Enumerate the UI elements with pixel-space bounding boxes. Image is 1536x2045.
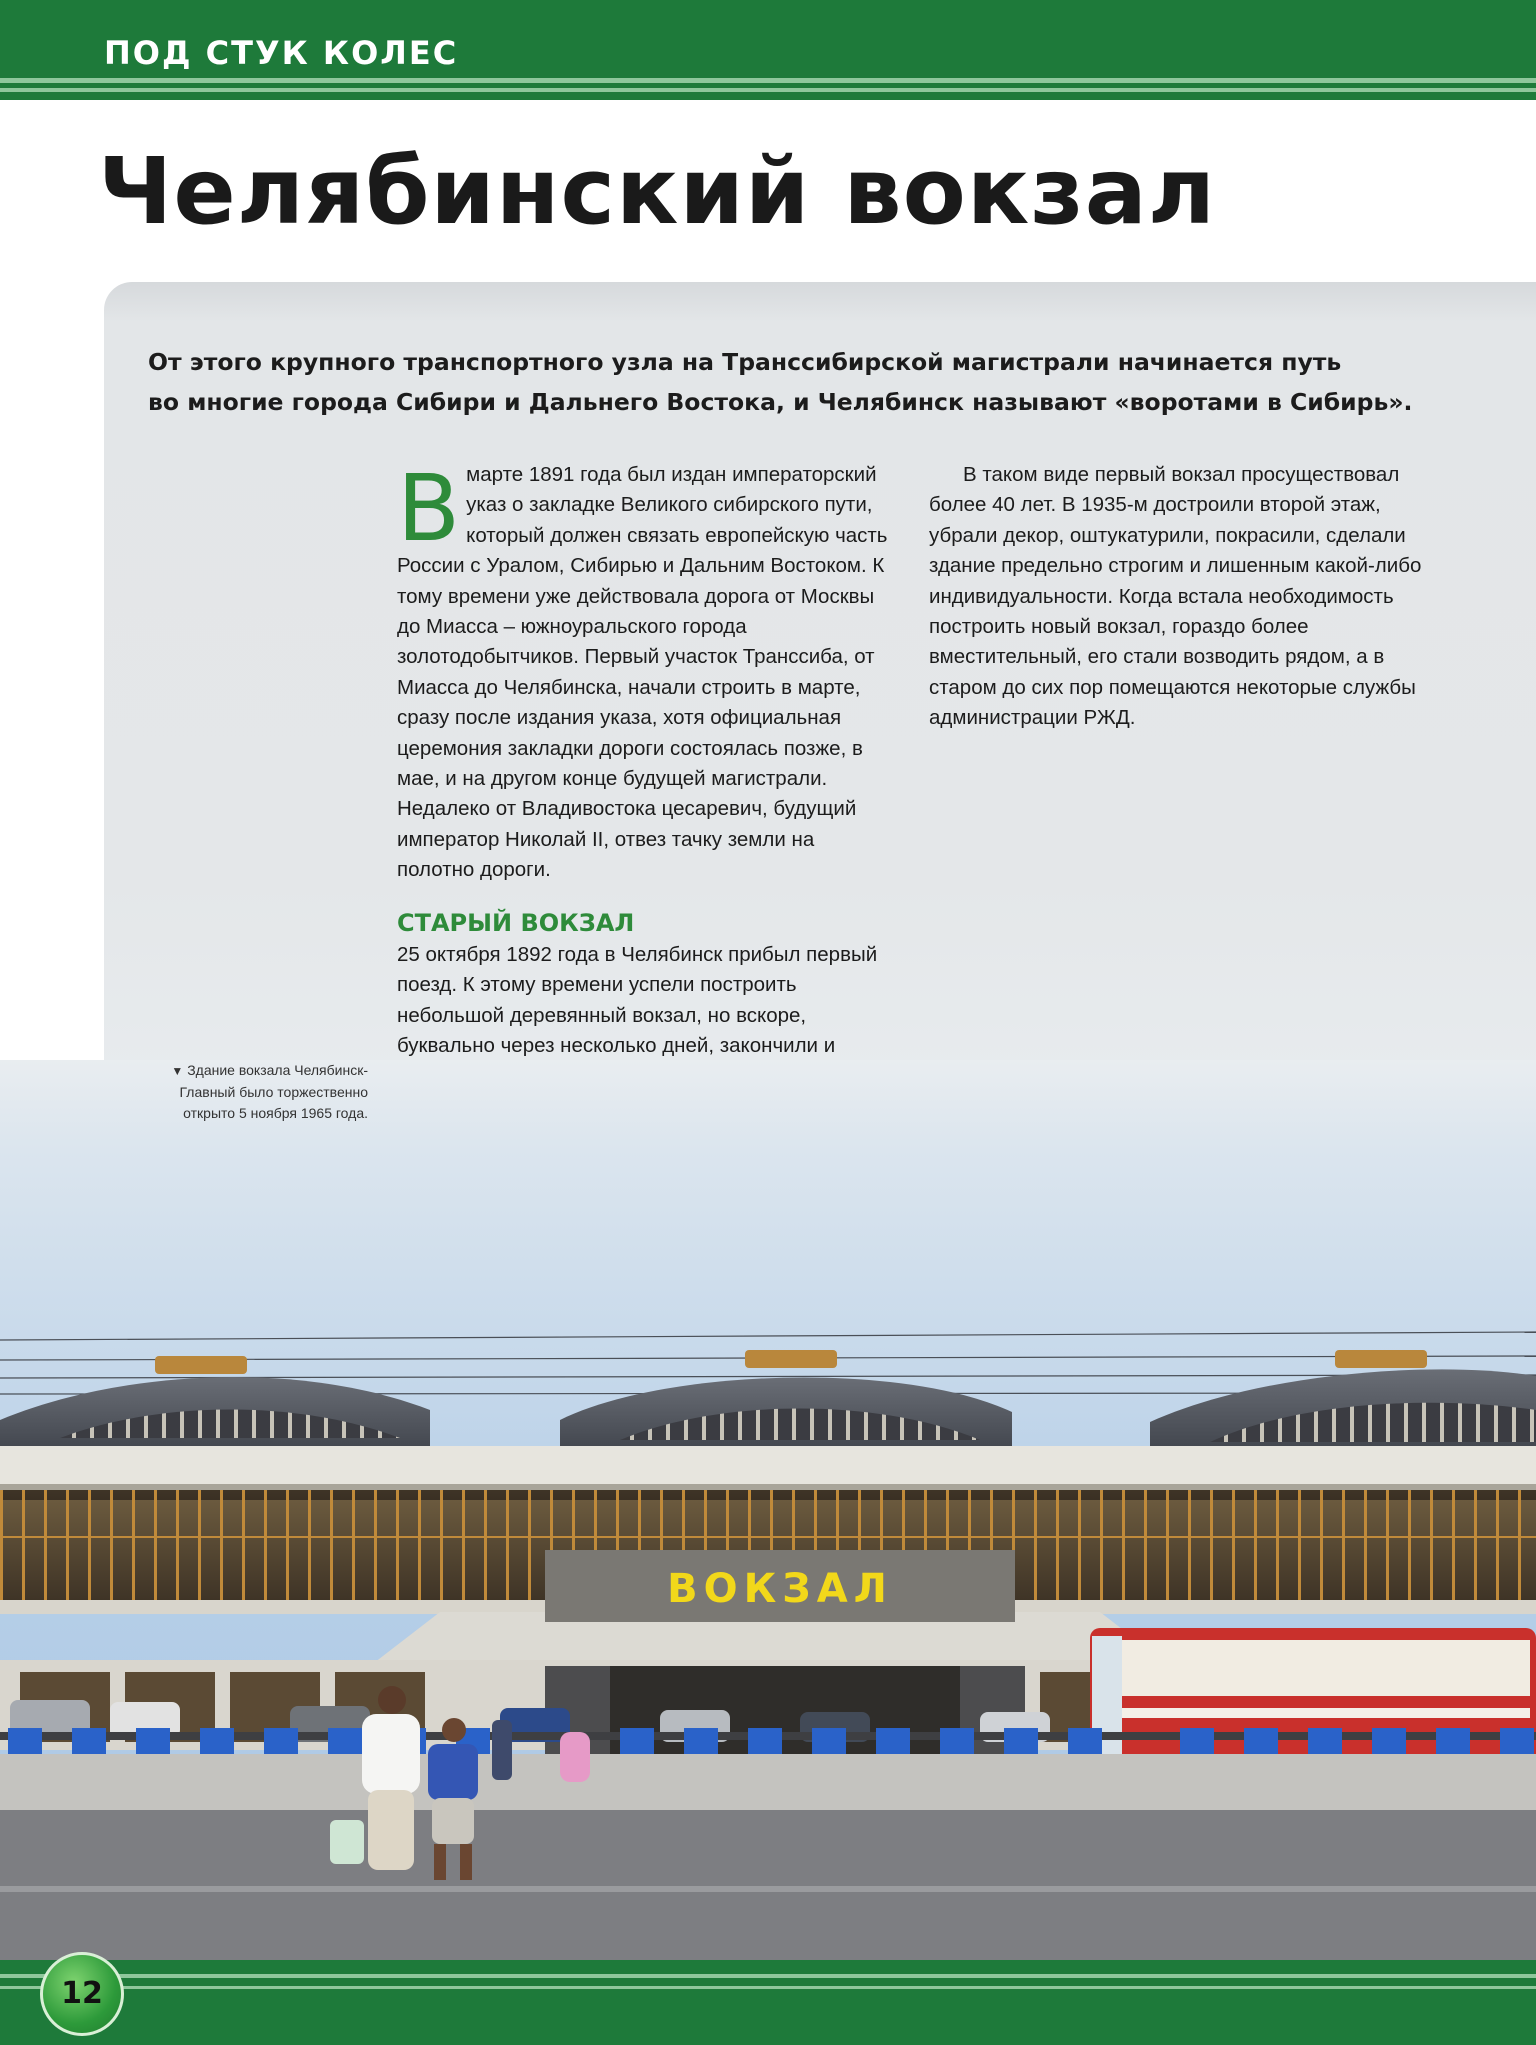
article-column-right [929,460,1449,734]
page-number-badge [40,1952,124,2036]
caption-triangle-icon: ▼ [171,1064,184,1078]
page-title: Челябинский вокзал [98,138,1217,245]
lead-paragraph [148,342,1448,422]
section-label: ПОД СТУК КОЛЕС [104,34,459,72]
subheading-old-station: СТАРЫЙ ВОКЗАЛ [397,908,635,937]
sidewalk [0,1754,1536,1810]
footer-band [0,1960,1536,2045]
header-stripe [0,88,1536,92]
page-number: 12 [61,1976,103,2011]
drop-cap: В [397,455,461,562]
footer-stripe [0,1974,1536,1978]
lead-line-1: От этого крупного транспортного узла на Транссибирской магистрали начинается путь [148,348,1342,376]
station-photo [0,1060,1536,1960]
article-paragraph-2: 25 октября 1892 года в Челябинск прибыл первый поезд. К этому времени успели построить небольшой деревянный вокзал, но вскоре, буквально через несколько дней, закончили и [397,942,878,1057]
road [0,1810,1536,1960]
header-stripe [0,78,1536,83]
cornice [0,1446,1536,1486]
photo-caption [170,1060,368,1124]
station-sign: ВОКЗАЛ [667,1566,893,1612]
lead-line-2: во многие города Сибири и Дальнего Востока, и Челябинск называют «воротами в Сибирь». [148,388,1413,416]
article-paragraph-1-text: марте 1891 года был издан императорский указ о закладке Великого сибирского пути, который должен связать европейскую часть России с Уралом, Сибирью и Дальним Востоком. К тому времени уже действовала дорога от Москвы до Миасса – южноуральского города золотодобытчиков. Первый участок Транссиба, от Миасса до Челябинска, начали строить в марте, сразу после издания указа, хотя официальная церемония закладки дороги состоялась позже, в мае, и на другом конце будущей магистрали. Недалеко от Владивостока цесаревич, будущий император Николай II, отвез тачку земли на полотно дороги. [397,463,888,882]
article-paragraph-3: В таком виде первый вокзал просуществовал более 40 лет. В 1935-м достроили второй этаж, убрали декор, оштукатурили, покрасили, сделали здание предельно строгим и лишенным какой-либо индивидуальности. Когда встала необходимость построить новый вокзал, гораздо более вместительный, его стали возводить рядом, а в старом до сих пор помещаются некоторые службы администрации РЖД. [929,463,1422,730]
caption-text: Здание вокзала Челябинск-Главный было торжественно открыто 5 ноября 1965 года. [179,1062,368,1121]
article-paragraph-1 [397,455,892,886]
footer-stripe [0,1986,1536,1989]
